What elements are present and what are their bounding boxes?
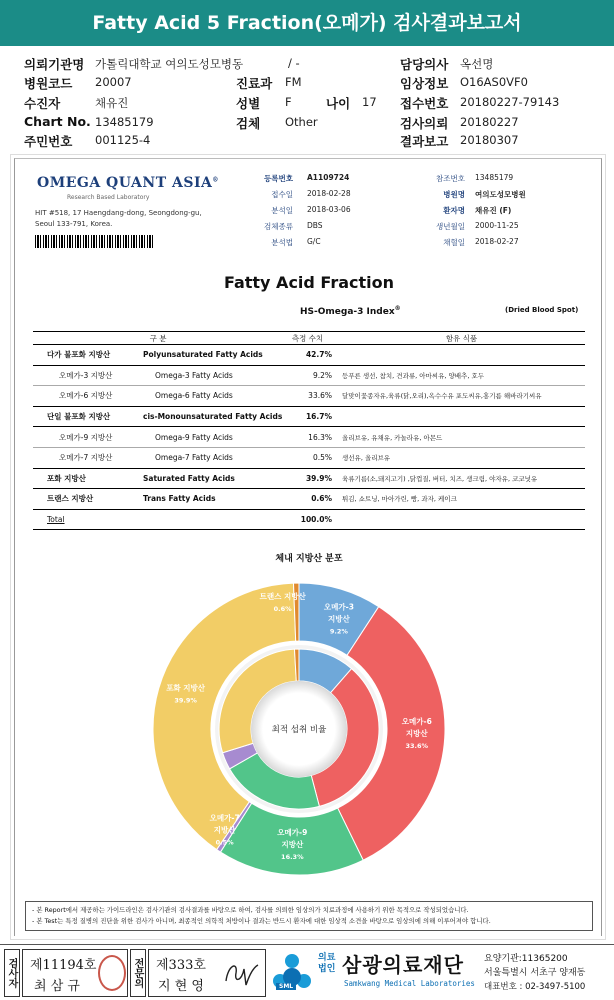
examinee-label: 수진자 <box>24 96 61 111</box>
slice-label-3-0: 오메가-7 <box>209 813 240 823</box>
table-row: 오메가-3 지방산 Omega-3 Fatty Acids 9.2% 등푸른 생선, 참치, 견과류, 아마씨유, 양배추, 호두 <box>33 365 585 386</box>
ward-value: / - <box>288 56 300 70</box>
col-value: 측정 수치 <box>283 332 338 345</box>
fraction-title: Fatty Acid Fraction <box>223 273 395 292</box>
method-label: 분석법 <box>271 238 293 247</box>
table-row: 단일 불포화 지방산 cis-Monounsaturated Fatty Acids 16.7% <box>33 406 585 427</box>
sex-value: F <box>285 95 292 109</box>
request-value: 20180227 <box>460 115 519 129</box>
hospital-label: 병원명 <box>443 190 465 199</box>
sex-label: 성별 <box>236 96 261 111</box>
clinical-label: 임상정보 <box>400 76 449 91</box>
dob-label: 생년월일 <box>436 222 465 231</box>
slice-label-0-2: 9.2% <box>329 627 348 636</box>
org-phone: 대표번호 : 02-3497-5100 <box>484 982 586 992</box>
slice-label-5-0: 트랜스 지방산 <box>259 592 306 602</box>
institution-value: 가톨릭대학교 여의도성모병동 <box>95 57 244 71</box>
slice-label-3-2: 0.5% <box>215 838 234 847</box>
table-row: 트랜스 지방산 Trans Fatty Acids 0.6% 튀김, 쇼트닝, 마아가린, 빵, 과자, 케이크 <box>33 489 585 510</box>
slice-label-1-1: 지방산 <box>405 729 428 739</box>
signature-icon <box>222 955 262 991</box>
sample-type: (Dried Blood Spot) <box>505 306 579 314</box>
reg-no-value: A1109724 <box>307 173 350 182</box>
fraction-subtitle: HS-Omega-3 Index® <box>300 305 401 317</box>
slice-label-2-1: 지방산 <box>281 839 304 849</box>
age-label: 나이 <box>326 96 351 111</box>
report-value: 20180307 <box>460 133 519 147</box>
hospital-code-value: 20007 <box>95 75 132 89</box>
org-prefix: 의료 법인 <box>318 953 336 974</box>
org-code: 요양기관:11365200 <box>484 954 568 964</box>
reg-no-label: 등록번호 <box>264 174 293 183</box>
doctor-label: 담당의사 <box>400 57 449 72</box>
receipt-date-value: 2018-02-28 <box>307 189 351 198</box>
examinee-value: 채유진 <box>95 96 129 110</box>
collection-value: 2018-02-27 <box>475 237 519 246</box>
report-label: 결과보고 <box>400 134 449 149</box>
dept-value: FM <box>285 75 302 89</box>
lab-address: HIT #518, 17 Haengdang-dong, Seongdong-gu, Seoul 133-791, Korea. <box>35 209 202 228</box>
col-category: 구 분 <box>33 332 283 345</box>
slice-label-2-2: 16.3% <box>281 852 304 861</box>
org-name-en: Samkwang Medical Laboratories <box>344 979 475 988</box>
slice-label-5-1: 0.6% <box>273 605 292 614</box>
collection-label: 채혈일 <box>443 238 465 247</box>
ref-no-label: 참조번호 <box>436 174 465 183</box>
lab-logo: OMEGA QUANT ASIA® <box>37 175 219 191</box>
method-value: G/C <box>307 237 321 246</box>
lab-report <box>14 158 602 936</box>
report-notes: - 본 Report에서 제공하는 가이드라인은 검사기관의 검사결과를 바탕으로 하여, 검사를 의뢰한 임상의가 치료과정에 사용하기 위한 목적으로 작성되었습니다. - 본 Test는 특정 질병의 진단을 위한 검사가 아니며, 최종적인 의학적 처방이나 결과는 반드시 환자에 대한 임상적 소견을 바탕으로 임상의에 의해 이루어져야 합니다. <box>25 901 593 931</box>
slice-label-4-0: 포화 지방산 <box>166 683 206 693</box>
slice-label-1-2: 33.6% <box>405 742 429 751</box>
patient-label: 환자명 <box>443 206 465 215</box>
table-row: 오메가-6 지방산 Omega-6 Fatty Acids 33.6% 달맞이꽃종자유,육류(닭,오리),옥수수유 포도씨유,홍기름 해바라기씨유 <box>33 386 585 407</box>
lab-logo-subtitle: Research Based Laboratory <box>67 194 150 201</box>
specimen-type-value: DBS <box>307 221 323 230</box>
slice-label-2-0: 오메가-9 <box>277 827 308 837</box>
chart-value: 13485179 <box>95 115 154 129</box>
org-name: 삼광의료재단 <box>342 953 464 977</box>
examiner-label: 검사자 <box>4 949 20 997</box>
table-row: 다가 불포화 지방산 Polyunsaturated Fatty Acids 42.7% <box>33 345 585 366</box>
col-food: 함유 식품 <box>338 332 585 345</box>
org-address: 서울특별시 서초구 양재동 <box>484 968 586 978</box>
hospital-value: 여의도성모병원 <box>475 190 526 199</box>
slice-label-4-1: 39.9% <box>174 696 197 705</box>
patient-value: 채유진 (F) <box>475 206 512 215</box>
fatty-acid-donut-chart <box>15 559 603 889</box>
slice-label-3-1: 지방산 <box>213 825 236 835</box>
table-row: 오메가-9 지방산 Omega-9 Fatty Acids 16.3% 올리브유, 유채유, 카놀라유, 아몬드 <box>33 427 585 448</box>
analysis-date-label: 분석일 <box>271 206 293 215</box>
table-row-total: Total 100.0% <box>33 509 585 530</box>
receipt-value: 20180227-79143 <box>460 95 560 109</box>
ref-no-value: 13485179 <box>475 173 514 182</box>
examiner-name: 최 삼 규 <box>34 979 80 994</box>
slice-label-0-1: 지방산 <box>328 614 350 624</box>
chart-label: Chart No. <box>24 114 91 129</box>
sml-label: SML <box>276 983 296 990</box>
analysis-date-value: 2018-03-06 <box>307 205 351 214</box>
resident-label: 주민번호 <box>24 134 73 149</box>
examiner-seal-icon <box>98 955 126 991</box>
clinical-value: O16AS0VF0 <box>460 75 528 89</box>
center-label: 최적 섭취 비율 <box>271 725 327 735</box>
report-meta <box>15 173 603 263</box>
age-value: 17 <box>362 95 377 109</box>
dept-label: 진료과 <box>236 76 273 91</box>
institution-label: 의뢰기관명 <box>24 57 85 72</box>
patient-info <box>0 46 614 150</box>
specialist-label: 전문의 <box>130 949 146 997</box>
examiner-id: 제11194호 <box>30 958 97 973</box>
resident-value: 001125-4 <box>95 133 151 147</box>
report-title: Fatty Acid 5 Fraction(오메가) 검사결과보고서 <box>0 0 614 46</box>
receipt-date-label: 접수일 <box>271 190 293 199</box>
fatty-acid-table <box>33 331 585 530</box>
receipt-label: 접수번호 <box>400 96 449 111</box>
table-row: 오메가-7 지방산 Omega-7 Fatty Acids 0.5% 생선유, 올리브유 <box>33 447 585 468</box>
distribution-title: 체내 지방산 분포 <box>275 554 343 564</box>
slice-label-1-0: 오메가-6 <box>401 717 432 727</box>
specimen-label: 검체 <box>236 116 261 131</box>
dob-value: 2000-11-25 <box>475 221 519 230</box>
specialist-id: 제333호 <box>156 958 206 973</box>
specialist-name: 지 현 영 <box>158 979 204 994</box>
specimen-type-label: 검체종류 <box>264 222 293 231</box>
specimen-value: Other <box>285 115 318 129</box>
report-footer <box>0 944 614 1000</box>
hospital-code-label: 병원코드 <box>24 76 73 91</box>
request-label: 검사의뢰 <box>400 116 449 131</box>
table-row: 포화 지방산 Saturated Fatty Acids 39.9% 육류기름(소,돼지고기) ,닭껍질, 버터, 치즈, 생크림, 야자유, 코코넛유 <box>33 468 585 489</box>
doctor-value: 옥선명 <box>460 57 494 71</box>
slice-label-0-0: 오메가-3 <box>323 602 354 612</box>
